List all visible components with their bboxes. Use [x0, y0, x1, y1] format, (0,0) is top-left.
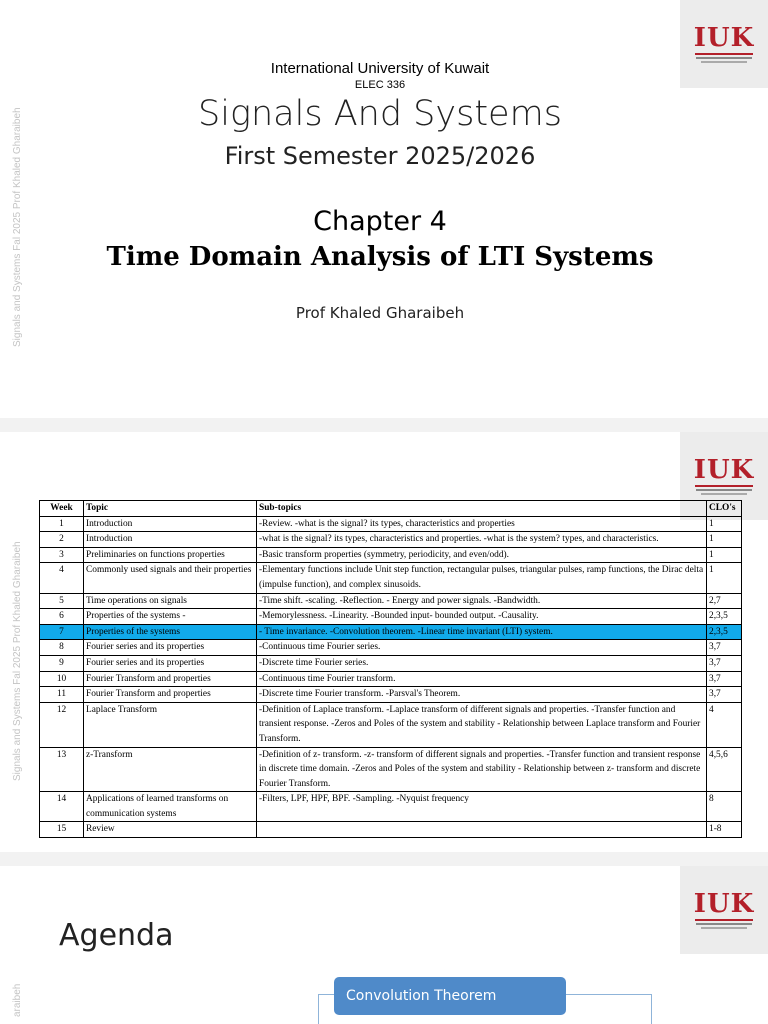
topic-cell: Review	[84, 822, 257, 838]
subtopics-cell	[257, 822, 707, 838]
agenda-heading: Agenda	[59, 918, 174, 953]
week-cell: 5	[40, 593, 84, 609]
clo-cell: 4	[707, 702, 742, 747]
week-cell: 7	[40, 624, 84, 640]
topic-cell: Laplace Transform	[84, 702, 257, 747]
logo-rule	[695, 53, 753, 55]
table-row	[40, 516, 742, 532]
clo-cell: 2,3,5	[707, 624, 742, 640]
course-schedule-table	[39, 500, 742, 838]
topic-cell: Fourier Transform and properties	[84, 671, 257, 687]
table-row	[40, 702, 742, 747]
logo-rule	[695, 485, 753, 487]
clo-cell: 1	[707, 563, 742, 593]
subtopics-cell: -Elementary functions include Unit step function, rectangular pulses, triangular pulses, ramp functions, the Dirac delta (impulse function), and complex sinusoids.	[257, 563, 707, 593]
week-cell: 8	[40, 640, 84, 656]
table-row	[40, 792, 742, 822]
clo-cell: 3,7	[707, 655, 742, 671]
clo-cell: 3,7	[707, 687, 742, 703]
week-cell: 9	[40, 655, 84, 671]
logo-text: IUK	[693, 889, 755, 919]
table-row	[40, 640, 742, 656]
topic-cell: Introduction	[84, 532, 257, 548]
clo-cell: 3,7	[707, 640, 742, 656]
week-cell: 1	[40, 516, 84, 532]
logo-english-line	[701, 927, 747, 929]
topic-cell: Fourier Transform and properties	[84, 687, 257, 703]
subtopics-cell: - Time invariance. -Convolution theorem. -Linear time invariant (LTI) system.	[257, 624, 707, 640]
subtopics-cell: -what is the signal? its types, characteristics and properties. -what is the system? types, and characteristics.	[257, 532, 707, 548]
subtopics-cell: -Discrete time Fourier transform. -Parsval's Theorem.	[257, 687, 707, 703]
topic-cell: Fourier series and its properties	[84, 640, 257, 656]
side-watermark: Signals and Systems Fal 2025 Prof Khaled Gharaibeh	[12, 541, 23, 781]
week-cell: 12	[40, 702, 84, 747]
author: Prof Khaled Gharaibeh	[295, 304, 465, 322]
table-row	[40, 532, 742, 548]
semester: First Semester 2025/2026	[224, 142, 536, 170]
table-header-row	[40, 501, 742, 517]
week-cell: 3	[40, 547, 84, 563]
week-cell: 13	[40, 747, 84, 792]
subtopics-cell: -Review. -what is the signal? its types, characteristics and properties	[257, 516, 707, 532]
subtopics-cell: -Continuous time Fourier transform.	[257, 671, 707, 687]
table-row	[40, 687, 742, 703]
logo-text: IUK	[693, 23, 755, 53]
subtopics-cell: -Continuous time Fourier series.	[257, 640, 707, 656]
week-cell: 10	[40, 671, 84, 687]
subtopics-cell: -Definition of z- transform. -z- transform of different signals and properties. -Transfer function and transient response in discrete time domain. -Zeros and Poles of the system and stability - Relationship between z- transform and discrete Fourier Transform.	[257, 747, 707, 792]
topic-cell: Introduction	[84, 516, 257, 532]
header-topic: Topic	[84, 501, 257, 517]
topic-cell: Time operations on signals	[84, 593, 257, 609]
iuk-logo	[680, 866, 768, 954]
course-code: ELEC 336	[354, 79, 406, 91]
week-cell: 6	[40, 609, 84, 625]
logo-arabic-line	[696, 923, 752, 925]
logo-arabic-line	[696, 57, 752, 59]
logo-english-line	[701, 493, 747, 495]
subtopics-cell: -Basic transform properties (symmetry, periodicity, and even/odd).	[257, 547, 707, 563]
table-row	[40, 747, 742, 792]
logo-rule	[695, 919, 753, 921]
week-cell: 14	[40, 792, 84, 822]
table-row	[40, 655, 742, 671]
slide-divider	[0, 852, 768, 866]
table-row	[40, 563, 742, 593]
topic-cell: Fourier series and its properties	[84, 655, 257, 671]
chapter-title: Time Domain Analysis of LTI Systems	[106, 242, 654, 272]
subtopics-cell: -Memorylessness. -Linearity. -Bounded input- bounded output. -Causality.	[257, 609, 707, 625]
table-row	[40, 609, 742, 625]
table-row	[40, 593, 742, 609]
header-subtopics: Sub-topics	[257, 501, 707, 517]
topic-cell: z-Transform	[84, 747, 257, 792]
week-cell: 15	[40, 822, 84, 838]
university-name: International University of Kuwait	[270, 60, 490, 77]
topic-cell: Commonly used signals and their properties	[84, 563, 257, 593]
subtopics-cell: -Filters, LPF, HPF, BPF. -Sampling. -Nyquist frequency	[257, 792, 707, 822]
clo-cell: 2,7	[707, 593, 742, 609]
clo-cell: 8	[707, 792, 742, 822]
header-week: Week	[40, 501, 84, 517]
clo-cell: 1	[707, 532, 742, 548]
slide-divider	[0, 418, 768, 432]
table-row	[40, 624, 742, 640]
table-body	[40, 516, 742, 837]
title-slide	[0, 0, 768, 418]
subtopics-cell: -Discrete time Fourier series.	[257, 655, 707, 671]
clo-cell: 4,5,6	[707, 747, 742, 792]
clo-cell: 1	[707, 547, 742, 563]
agenda-slide	[0, 866, 768, 1024]
clo-cell: 2,3,5	[707, 609, 742, 625]
header-clos: CLO's	[707, 501, 742, 517]
logo-arabic-line	[696, 489, 752, 491]
week-cell: 2	[40, 532, 84, 548]
side-watermark: araibeh	[12, 983, 23, 1017]
subtopics-cell: -Time shift. -scaling. -Reflection. - Energy and power signals. -Bandwidth.	[257, 593, 707, 609]
week-cell: 4	[40, 563, 84, 593]
table-row	[40, 671, 742, 687]
table-row	[40, 547, 742, 563]
convolution-theorem-item[interactable]: Convolution Theorem	[334, 977, 566, 1015]
topic-cell: Properties of the systems	[84, 624, 257, 640]
week-cell: 11	[40, 687, 84, 703]
side-watermark: Signals and Systems Fal 2025 Prof Khaled Gharaibeh	[12, 107, 23, 347]
clo-cell: 1	[707, 516, 742, 532]
table-row	[40, 822, 742, 838]
clo-cell: 3,7	[707, 671, 742, 687]
logo-text: IUK	[693, 455, 755, 485]
clo-cell: 1-8	[707, 822, 742, 838]
chapter-number: Chapter 4	[313, 206, 447, 237]
topic-cell: Applications of learned transforms on communication systems	[84, 792, 257, 822]
schedule-slide	[0, 432, 768, 852]
topic-cell: Properties of the systems -	[84, 609, 257, 625]
topic-cell: Preliminaries on functions properties	[84, 547, 257, 563]
course-title: Signals And Systems	[198, 94, 562, 134]
subtopics-cell: -Definition of Laplace transform. -Laplace transform of different signals and properties. -Transfer function and transient response. -Zeros and Poles of the system and stability - Relationship between Laplace transform and Fourier Transform.	[257, 702, 707, 747]
